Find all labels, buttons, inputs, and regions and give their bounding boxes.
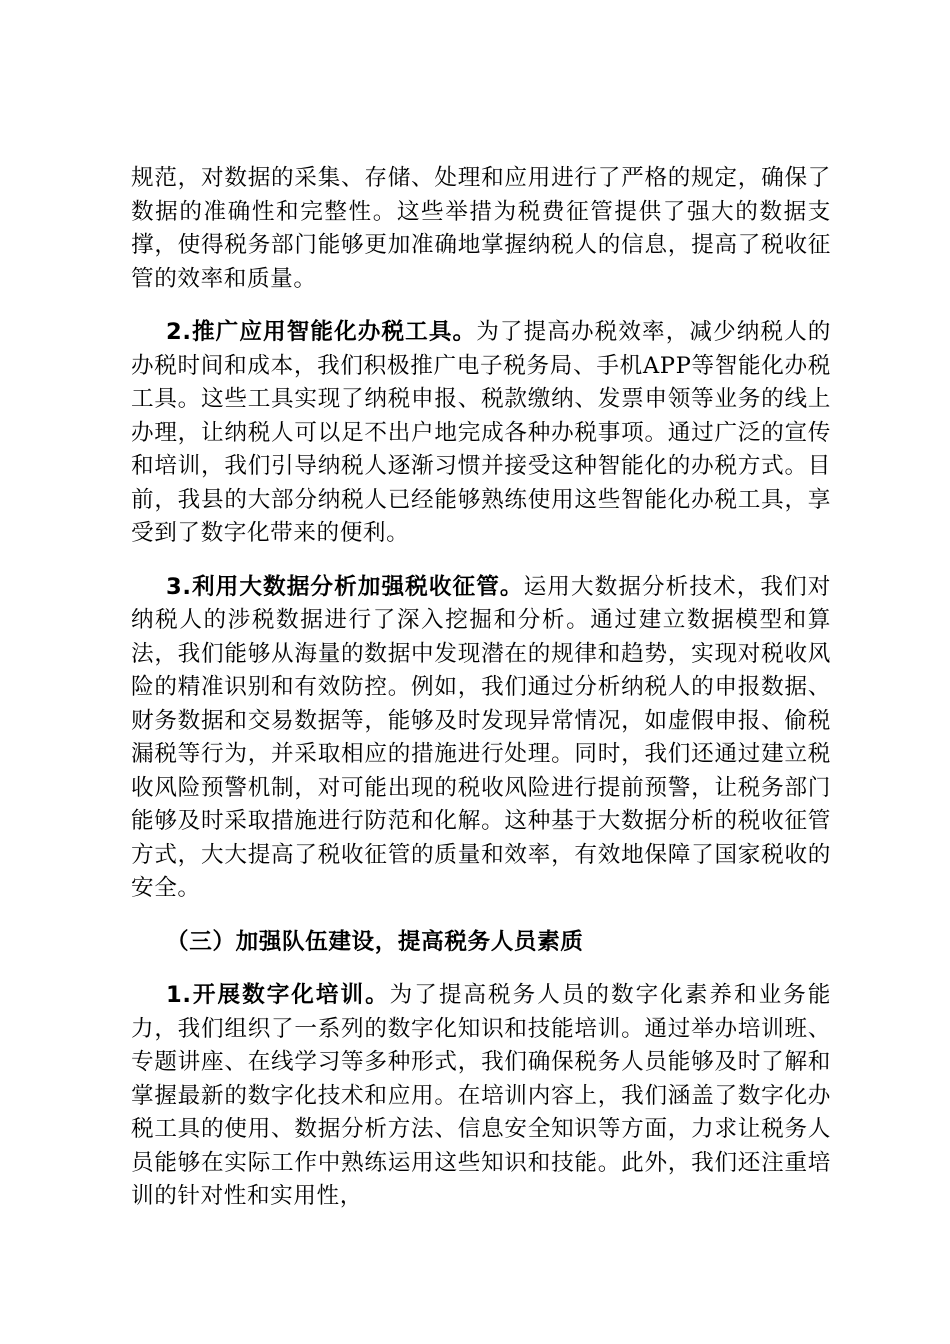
paragraph-text: 规范，对数据的采集、存储、处理和应用进行了严格的规定，确保了数据的准确性和完整性。这些举措为税费征管提供了强大的数据支撑，使得税务部门能够更加准确地掌握纳税人的信息，提高了税收征管的效率和质量。 [131,165,831,292]
paragraph-lead: 3.利用大数据分析加强税收征管。 [166,573,524,600]
paragraph-smart-tools [131,316,831,551]
paragraph-text: 运用大数据分析技术，我们对纳税人的涉税数据进行了深入挖掘和分析。通过建立数据模型和算法，我们能够从海量的数据中发现潜在的规律和趋势，实现对税收风险的精准识别和有效防控。例如，我们通过分析纳税人的申报数据、财务数据和交易数据等，能够及时发现异常情况，如虚假申报、偷税漏税等行为，并采取相应的措施进行处理。同时，我们还通过建立税收风险预警机制，对可能出现的税收风险进行提前预警，让税务部门能够及时采取措施进行防范和化解。这种基于大数据分析的税收征管方式，大大提高了税收征管的质量和效率，有效地保障了国家税收的安全。 [131,573,831,901]
paragraph-lead: 2.推广应用智能化办税工具。 [166,319,477,345]
paragraph-text: 为了提高办税效率，减少纳税人的办税时间和成本，我们积极推广电子税务局、手机APP等智能化办税工具。这些工具实现了纳税申报、税款缴纳、发票申领等业务的线上办理，让纳税人可以足不出户地完成各种办税事项。通过广泛的宣传和培训，我们引导纳税人逐渐习惯并接受这种智能化的办税方式。目前，我县的大部分纳税人已经能够熟练使用这些智能化办税工具，享受到了数字化带来的便利。 [131,319,831,546]
paragraph-text: 为了提高税务人员的数字化素养和业务能力，我们组织了一系列的数字化知识和技能培训。通过举办培训班、专题讲座、在线学习等多种形式，我们确保税务人员能够及时了解和掌握最新的数字化技术和应用。在培训内容上，我们涵盖了数字化办税工具的使用、数据分析方法、信息安全知识等方面，力求让税务人员能够在实际工作中熟练运用这些知识和技能。此外，我们还注重培训的针对性和实用性， [131,982,831,1209]
paragraph-digital-training [131,979,831,1214]
paragraph-big-data [131,571,831,906]
paragraph-data-standards [131,162,831,296]
paragraph-lead: 1.开展数字化培训。 [166,982,390,1008]
section-heading: （三）加强队伍建设，提高税务人员素质 [166,928,584,955]
document-page [131,162,831,1214]
